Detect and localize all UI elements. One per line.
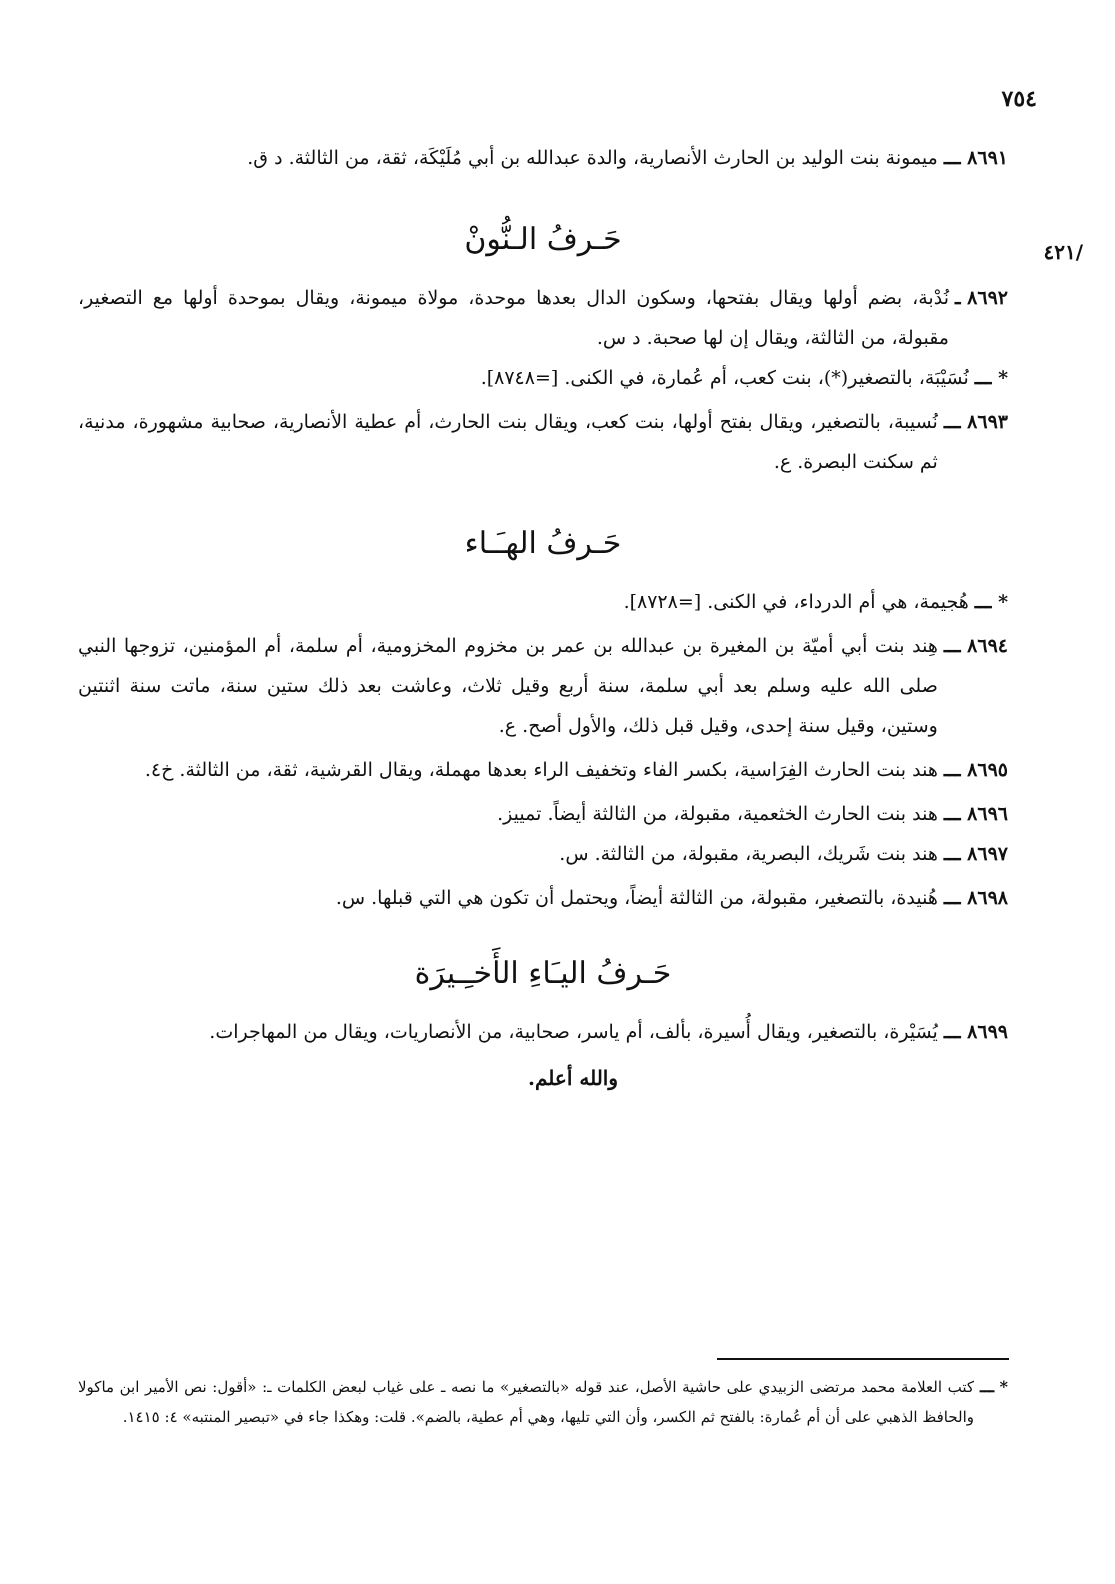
section-heading-nun: حَـرفُ الـنُّونْ [464, 222, 622, 257]
entry-cross-reference [78, 358, 1008, 398]
entry-8694 [78, 626, 1008, 746]
entry-number: * ـــ [974, 591, 1008, 613]
page-number: ٧٥٤ [1001, 86, 1037, 112]
entry-8699 [78, 1012, 1008, 1052]
footnote-marker: * ـــ [980, 1377, 1008, 1396]
entry-8693 [78, 402, 1008, 482]
entry-number: ٨٦٩٩ ـــ [943, 1021, 1008, 1043]
footnote-text: كتب العلامة محمد مرتضى الزبيدي على حاشية الأصل، عند قوله «بالتصغير» ما نصه ـ على غياب لبعض الكلمات ـ: «أقول: نص الأمير ابن ماكولا والحافظ الذهبي على أن أم عُمارة: بالفتح ثم الكسر، وأن التي تليها، وهي أم عطية، بالضم». قلت: وهكذا جاء في «تبصير المنتبه» ٤: ١٤١٥. [78, 1378, 974, 1426]
entry-number: ٨٦٩٨ ـــ [943, 887, 1008, 909]
footnote-divider [717, 1358, 1009, 1360]
entry-8698 [78, 878, 1008, 918]
closing-phrase: والله أعلم. [528, 1066, 618, 1090]
entry-8695 [78, 750, 1008, 790]
entry-8697 [78, 834, 1008, 874]
entry-number: ٨٦٩٢ ـ [954, 287, 1008, 309]
entry-number: ٨٦٩٧ ـــ [943, 843, 1008, 865]
entry-text: هِند بنت أبي أميّة بن المغيرة بن عبدالله بن عمر بن مخزوم المخزومية، أم سلمة، أم المؤمنين، تزوجها النبي صلى الله عليه وسلم بعد أبي سلمة، سنة أربع وقيل ثلاث، وعاشت بعد ذلك ستين سنة، ماتت سنة اثنتين وستين، وقيل سنة إحدى، وقيل قبل ذلك، والأول أصح. ع. [78, 635, 938, 737]
entry-text: نُسَيْبَة، بالتصغير(*)، بنت كعب، أم عُمارة، في الكنى. [=٨٧٤٨]. [480, 367, 969, 389]
entry-number: ٨٦٩٣ ـــ [943, 411, 1008, 433]
entry-text: ميمونة بنت الوليد بن الحارث الأنصارية، والدة عبدالله بن أبي مُلَيْكَة، ثقة، من الثالثة. د ق. [247, 147, 938, 169]
entry-number: ٨٦٩٥ ـــ [943, 759, 1008, 781]
main-content [78, 138, 1008, 1098]
section-heading-ya: حَـرفُ اليـَاءِ الأَخـِـيرَة [414, 956, 672, 991]
margin-reference: /٤٢١ [1043, 240, 1083, 264]
entry-number: ٨٦٩٦ ـــ [943, 803, 1008, 825]
entry-text: هُجيمة، هي أم الدرداء، في الكنى. [=٨٧٢٨]. [623, 591, 969, 613]
entry-number: * ـــ [974, 367, 1008, 389]
entry-8692 [78, 278, 1008, 358]
entry-text: يُسَيْرة، بالتصغير، ويقال أُسيرة، بألف، أم ياسر، صحابية، من الأنصاريات، ويقال من المهاجرات. [209, 1021, 938, 1043]
entry-text: نُسيبة، بالتصغير، ويقال بفتح أولها، بنت كعب، ويقال بنت الحارث، أم عطية الأنصارية، صحابية مشهورة، مدنية، ثم سكنت البصرة. ع. [78, 411, 938, 473]
entry-text: هند بنت شَريك، البصرية، مقبولة، من الثالثة. س. [559, 843, 938, 865]
entry-text: هُنيدة، بالتصغير، مقبولة، من الثالثة أيضاً، ويحتمل أن تكون هي التي قبلها. س. [335, 887, 938, 909]
footnote [78, 1372, 1008, 1432]
section-heading-ha: حَـرفُ الهـَـاء [464, 526, 622, 561]
entry-number: ٨٦٩١ ـــ [943, 147, 1008, 169]
entry-cross-reference [78, 582, 1008, 622]
entry-text: هند بنت الحارث الفِرَاسية، بكسر الفاء وتخفيف الراء بعدها مهملة، ويقال القرشية، ثقة، من الثالثة. خ٤. [144, 759, 938, 781]
entry-text: نُدْبة، بضم أولها ويقال بفتحها، وسكون الدال بعدها موحدة، مولاة ميمونة، ويقال بموحدة أولها مع التصغير، مقبولة، من الثالثة، ويقال إن لها صحبة. د س. [78, 287, 949, 349]
entry-8696 [78, 794, 1008, 834]
entry-number: ٨٦٩٤ ـــ [943, 635, 1008, 657]
entry-text: هند بنت الحارث الخثعمية، مقبولة، من الثالثة أيضاً. تمييز. [497, 803, 938, 825]
entry-8691 [78, 138, 1008, 178]
